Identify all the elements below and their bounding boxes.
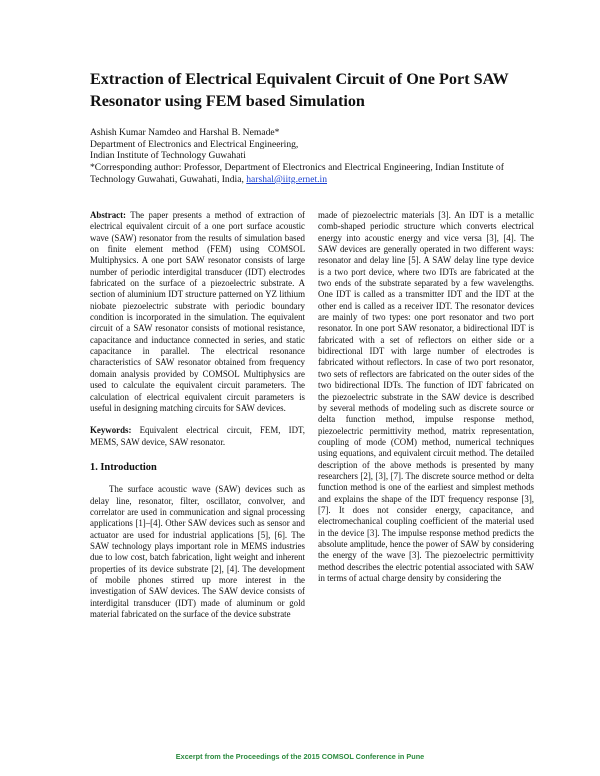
abstract-text: The paper presents a method of extraction of electrical equivalent circuit of a one port surface acoustic wave (SAW) resonator from the results of simulation based on finite element method (FEM) using COMSOL Multiphysics. A one port SAW resonator consists of large number of periodic interdigital transducer (IDT) electrodes fabricated on the surface of a piezoelectric substrate. A section of aluminium IDT structure patterned on YZ lithium niobate piezoelectric substrate with periodic boundary condition is incorporated in the simulation. The equivalent circuit of a SAW resonator consists of motional resistance, capacitance and inductance connected in series, and static capacitance in parallel. The electrical resonance characteristics of SAW resonator obtained from frequency domain analysis provided by COMSOL Multiphysics are used to calculate the equivalent circuit parameters. The calculation of electrical equivalent circuit parameters is useful in designing matching circuits for SAW devices.: [90, 210, 305, 413]
introduction-paragraph-right: made of piezoelectric materials [3]. An IDT is a metallic comb-shaped periodic structure which converts electrical energy into acoustic energy and vice versa [3], [4]. The SAW devices are generally operated in two different ways: resonator and delay line [5]. A SAW delay line type device is a two port device, where two IDTs are fabricated at the two ends of the substrate separated by a few wavelengths. One IDT is called as a transmitter IDT and the IDT at the other end is called as a receiver IDT. The resonator devices are mainly of two types: one port resonator and two port resonator. In one port SAW resonator, a bidirectional IDT is fabricated with a set of reflectors on either side or a bidirectional IDT with large number of electrodes is fabricated without reflectors. In case of two port resonator, two sets of reflectors are fabricated on the outer sides of the two bidirectional IDTs. The function of IDT fabricated on the piezoelectric substrate in the SAW device is described by several methods of modeling such as discrete source or delta function method, impulse response method, piezoelectric permittivity method, matrix representation, coupling of mode (COM) method, numerical techniques using equations, and equivalent circuit method. The detailed description of the above methods is presented by many researchers [2], [3], [7]. The discrete source method or delta function method is one of the earliest and simplest methods and explains the shape of the IDT frequency response [3], [7]. It does not consider energy, capacitance, and electromechanical coupling coefficient of the material used in the device [3]. The impulse response method predicts the absolute amplitude, hence the power of SAW by considering the energy of the wave [3]. The piezoelectric permittivity method describes the electric potential associated with SAW in terms of actual charge density by considering the: [318, 210, 534, 583]
corresponding-author-text: Technology Guwahati, Guwahati, India,: [90, 173, 247, 185]
right-column: [318, 210, 534, 584]
keywords-text: Equivalent electrical circuit, FEM, IDT, MEMS, SAW device, SAW resonator.: [90, 425, 305, 447]
corresponding-author-line-2: [90, 174, 560, 186]
proceedings-footer: Excerpt from the Proceedings of the 2015 COMSOL Conference in Pune: [175, 752, 425, 761]
keywords-label: Keywords:: [90, 425, 132, 436]
abstract: [90, 210, 305, 414]
corresponding-author-line-1: *Corresponding author: Professor, Department of Electronics and Electrical Engineering, Indian Institute of: [90, 162, 504, 174]
introduction-heading: 1. Introduction: [90, 461, 157, 473]
introduction-paragraph-left: The surface acoustic wave (SAW) devices such as delay line, resonator, filter, oscillator, convolver, and correlator are used in communication and signal processing applications [1]–[4]. Other SAW devices such as sensor and actuator are used for industrial applications [5], [6]. The SAW technology plays important role in MEMS industries due to low cost, batch fabrication, light weight and inherent properties of its device substrate [2], [4]. The development of mobile phones stirred up more interest in the investigation of SAW devices. The SAW device consists of interdigital transducer (IDT) made of aluminum or gold material fabricated on the surface of the device substrate: [90, 484, 305, 619]
author-names: Ashish Kumar Namdeo and Harshal B. Nemade*: [90, 127, 280, 138]
left-column: [90, 210, 305, 620]
keywords: [90, 425, 305, 448]
author-block: [90, 127, 560, 186]
email-link[interactable]: harshal@iitg.ernet.in: [246, 173, 328, 185]
affiliation-line-1: Department of Electronics and Electrical Engineering,: [90, 138, 299, 150]
abstract-label: Abstract:: [90, 210, 126, 220]
paper-title: Extraction of Electrical Equivalent Circuit of One Port SAW Resonator using FEM based Simulation: [90, 70, 509, 110]
affiliation-line-2: Indian Institute of Technology Guwahati: [90, 150, 246, 162]
